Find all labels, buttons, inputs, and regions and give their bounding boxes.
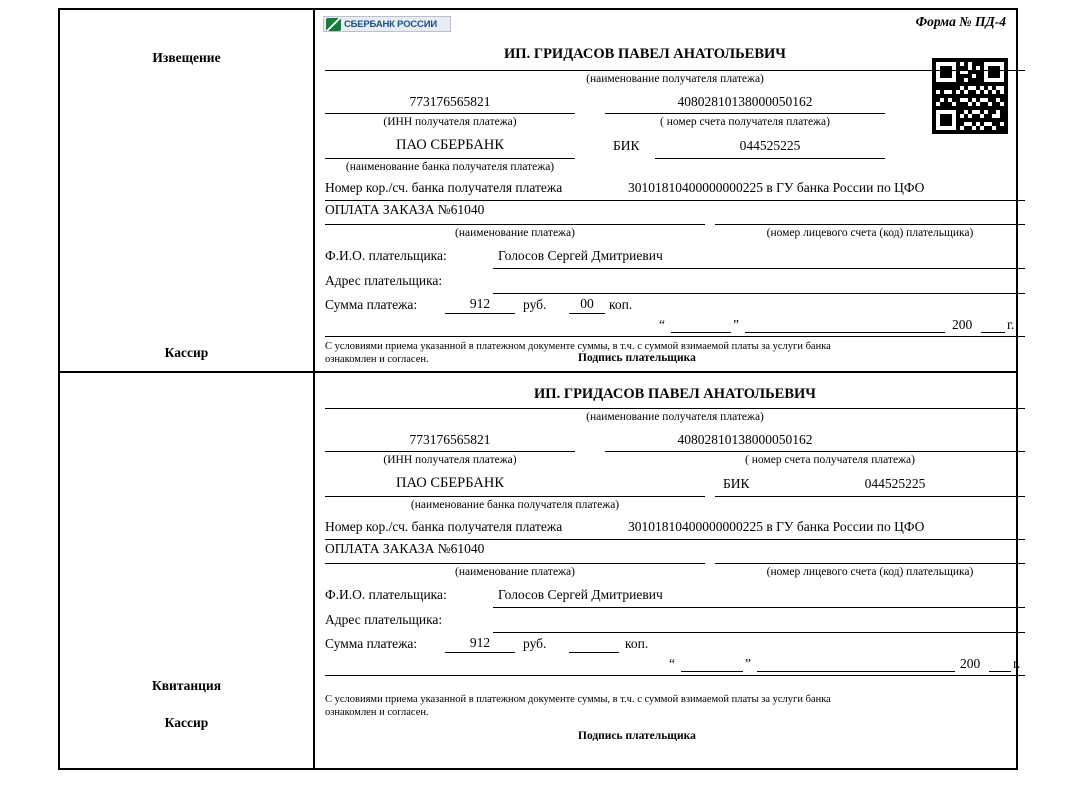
sum-rub-line-bottom (445, 652, 515, 653)
sum-label-top: Сумма платежа: (325, 297, 418, 312)
date-quote-close-bottom: ” (745, 656, 751, 671)
bik-line-top (655, 158, 885, 159)
account-caption-top: ( номер счета получателя платежа) (660, 116, 830, 128)
bank-caption-bottom: (наименование банка получателя платежа) (410, 499, 620, 511)
form-number: Форма № ПД-4 (915, 14, 1006, 29)
inn-value-top: 773176565821 (409, 94, 491, 109)
notice-right-column (315, 10, 1016, 371)
receipt-notice (60, 10, 1016, 373)
quittance-left-column (60, 373, 315, 768)
payer-name-top: Голосов Сергей Дмитриевич (498, 248, 663, 263)
bik-value-bottom: 044525225 (864, 476, 926, 491)
account-line-top (605, 113, 885, 114)
quittance-right-column (315, 373, 1021, 768)
personal-account-caption-bottom: (номер лицевого счета (код) плательщика) (766, 566, 974, 578)
bik-label-top: БИК (613, 138, 640, 153)
label-kvitancia: Квитанция (151, 678, 222, 693)
payer-label-bottom: Ф.И.О. плательщика: (325, 587, 447, 602)
receipt-quittance (60, 373, 1021, 768)
kop-word-top: коп. (609, 297, 633, 312)
rub-word-bottom: руб. (523, 636, 547, 651)
account-value-top: 40802810138000050162 (677, 94, 813, 109)
inn-line-bottom (325, 451, 575, 452)
date-day-line-bottom (681, 671, 743, 672)
signature-label-bottom: Подпись плательщика (578, 730, 696, 742)
payee-caption-top: (наименование получателя платежа) (586, 73, 764, 85)
bik-label-bottom: БИК (723, 476, 750, 491)
payment-name-bottom: ОПЛАТА ЗАКАЗА №61040 (325, 541, 485, 556)
payee-name-line-bottom (325, 408, 1025, 409)
inn-line-top (325, 113, 575, 114)
corr-label-bottom: Номер кор./сч. банка получателя платежа (325, 519, 563, 534)
date-g-top: г. (1007, 317, 1015, 332)
address-line-top (493, 293, 1025, 294)
payment-name-line-bottom (325, 563, 705, 564)
personal-account-caption-top: (номер лицевого счета (код) плательщика) (766, 227, 974, 239)
terms-line1-bottom: С условиями приема указанной в платежном документе суммы, в т.ч. с суммой взимаемой платы за услуги банка (325, 694, 831, 705)
payee-name-bottom: ИП. ГРИДАСОВ ПАВЕЛ АНАТОЛЬЕВИЧ (534, 386, 816, 402)
payee-name-line-top (325, 70, 1025, 71)
corr-value-bottom: 30101810400000000225 в ГУ банка России по ЦФО (628, 519, 925, 534)
inn-caption-bottom: (ИНН получателя платежа) (383, 454, 517, 466)
bik-line-bottom (715, 496, 1025, 497)
bank-caption-top: (наименование банка получателя платежа) (345, 161, 555, 173)
sberbank-logo-text: СБЕРБАНК РОССИИ (344, 18, 437, 30)
date-year-top: 200 (952, 317, 973, 332)
payer-name-bottom: Голосов Сергей Дмитриевич (498, 587, 663, 602)
date-day-line-top (671, 332, 731, 333)
sberbank-mark-icon (326, 18, 341, 31)
corr-label-top: Номер кор./сч. банка получателя платежа (325, 180, 563, 195)
payer-line-top (493, 268, 1025, 269)
payment-name-top: ОПЛАТА ЗАКАЗА №61040 (325, 202, 485, 217)
sum-kop-top: 00 (580, 296, 594, 311)
payment-form (58, 8, 1021, 770)
corr-value-top: 30101810400000000225 в ГУ банка России по ЦФО (628, 180, 925, 195)
terms-line1-top: С условиями приема указанной в платежном документе суммы, в т.ч. с суммой взимаемой платы за услуги банка (325, 341, 831, 352)
bik-value-top: 044525225 (739, 138, 801, 153)
signature-label-top: Подпись плательщика (578, 352, 696, 364)
bank-name-line-bottom (325, 496, 705, 497)
sum-label-bottom: Сумма платежа: (325, 636, 418, 651)
bank-name-bottom: ПАО СБЕРБАНК (396, 475, 504, 491)
corr-line-top (325, 200, 1025, 201)
sum-kop-line-bottom (569, 652, 619, 653)
terms-line2-bottom: ознакомлен и согласен. (325, 707, 429, 718)
terms-divider-bottom (325, 675, 1025, 676)
label-kassir-top: Кассир (164, 345, 209, 360)
payment-caption-bottom: (наименование платежа) (455, 566, 575, 578)
sberbank-logo (323, 16, 451, 32)
address-label-top: Адрес плательщика: (325, 273, 443, 288)
bank-name-top: ПАО СБЕРБАНК (396, 137, 504, 153)
terms-text-bottom (325, 693, 1025, 719)
label-izveshenie: Извещение (152, 50, 221, 65)
payer-line-bottom (493, 607, 1025, 608)
date-quote-open-top: “ (659, 317, 665, 332)
corr-line-bottom (325, 539, 1025, 540)
address-label-bottom: Адрес плательщика: (325, 612, 443, 627)
payee-name-top: ИП. ГРИДАСОВ ПАВЕЛ АНАТОЛЬЕВИЧ (504, 46, 786, 62)
terms-divider-top (325, 336, 1025, 337)
payment-name-line-top (325, 224, 705, 225)
label-kassir-bottom: Кассир (164, 715, 209, 730)
sum-rub-top: 912 (469, 296, 491, 311)
payee-caption-bottom: (наименование получателя платежа) (586, 411, 764, 423)
address-line-bottom (493, 632, 1025, 633)
account-caption-bottom: ( номер счета получателя платежа) (745, 454, 915, 466)
rub-word-top: руб. (523, 297, 547, 312)
bank-name-line-top (325, 158, 575, 159)
terms-line2-top: ознакомлен и согласен. (325, 354, 429, 365)
date-year-line-top (981, 332, 1005, 333)
date-quote-close-top: ” (733, 317, 739, 332)
date-year-bottom: 200 (960, 656, 981, 671)
inn-caption-top: (ИНН получателя платежа) (383, 116, 517, 128)
personal-account-line-bottom (715, 563, 1025, 564)
account-line-bottom (605, 451, 1025, 452)
notice-left-column (60, 10, 315, 371)
account-value-bottom: 40802810138000050162 (677, 432, 813, 447)
date-month-line-bottom (757, 671, 955, 672)
payer-label-top: Ф.И.О. плательщика: (325, 248, 447, 263)
sum-rub-line-top (445, 313, 515, 314)
personal-account-line-top (715, 224, 1025, 225)
payment-caption-top: (наименование платежа) (455, 227, 575, 239)
date-quote-open-bottom: “ (669, 656, 675, 671)
kop-word-bottom: коп. (625, 636, 649, 651)
sum-kop-line-top (569, 313, 605, 314)
date-year-line-bottom (989, 671, 1011, 672)
sum-rub-bottom: 912 (469, 635, 491, 650)
date-month-line-top (745, 332, 945, 333)
inn-value-bottom: 773176565821 (409, 432, 491, 447)
date-g-bottom: г. (1013, 656, 1021, 671)
